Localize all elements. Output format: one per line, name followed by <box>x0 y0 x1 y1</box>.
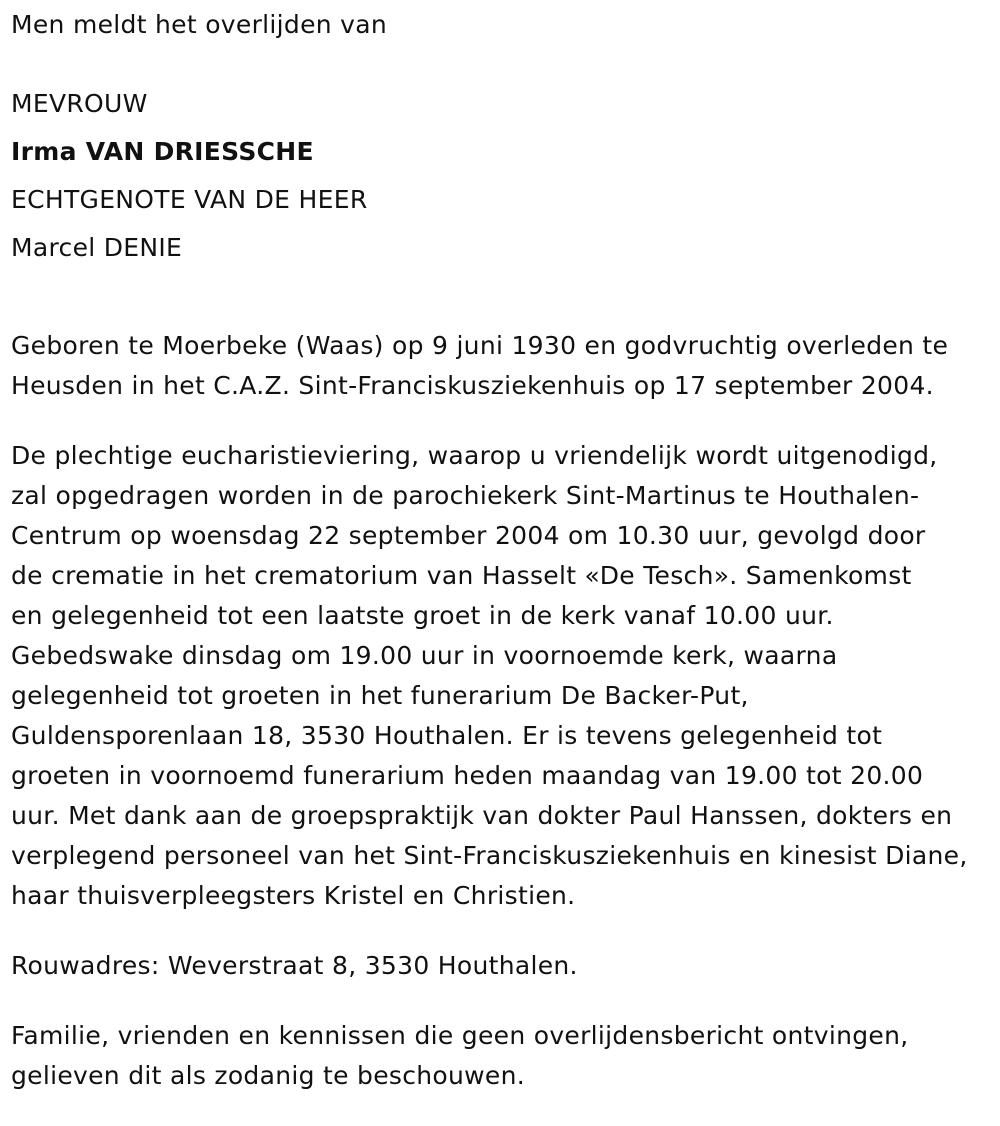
deceased-name: Irma VAN DRIESSCHE <box>11 137 314 166</box>
intro-text: Men meldt het overlijden van <box>11 10 388 39</box>
honorific: MEVROUW <box>11 89 148 118</box>
closing-paragraph <box>11 1016 996 1096</box>
paragraph-line: groeten in voornoemd funerarium heden maandag van 19.00 tot 20.00 <box>11 761 924 790</box>
paragraph-line: gelegenheid tot groeten in het funerarium De Backer-Put, <box>11 681 749 710</box>
paragraph-line: gelieven dit als zodanig te beschouwen. <box>11 1061 525 1090</box>
obituary-notice <box>11 0 996 1096</box>
relation-text: ECHTGENOTE VAN DE HEER <box>11 185 368 214</box>
paragraph-line: De plechtige eucharistieviering, waarop u vriendelijk wordt uitgenodigd, <box>11 441 938 470</box>
paragraph-line: zal opgedragen worden in de parochiekerk Sint-Martinus te Houthalen- <box>11 481 920 510</box>
deceased-heading <box>11 80 996 272</box>
birth-death-paragraph <box>11 326 996 406</box>
paragraph-line: de crematie in het crematorium van Hasselt «De Tesch». Samenkomst <box>11 561 912 590</box>
paragraph-line: en gelegenheid tot een laatste groet in de kerk vanaf 10.00 uur. <box>11 601 834 630</box>
paragraph-line: verplegend personeel van het Sint-Franciskusziekenhuis en kinesist Diane, <box>11 841 968 870</box>
paragraph-line: Heusden in het C.A.Z. Sint-Franciskusziekenhuis op 17 september 2004. <box>11 371 934 400</box>
mourning-address: Rouwadres: Weverstraat 8, 3530 Houthalen. <box>11 951 578 980</box>
paragraph-line: Gebedswake dinsdag om 19.00 uur in voornoemde kerk, waarna <box>11 641 838 670</box>
address-paragraph <box>11 946 996 986</box>
paragraph-line: Familie, vrienden en kennissen die geen overlijdensbericht ontvingen, <box>11 1021 909 1050</box>
paragraph-line: haar thuisverpleegsters Kristel en Christien. <box>11 881 576 910</box>
paragraph-line: uur. Met dank aan de groepspraktijk van dokter Paul Hanssen, dokters en <box>11 801 953 830</box>
paragraph-line: Geboren te Moerbeke (Waas) op 9 juni 1930 en godvruchtig overleden te <box>11 331 949 360</box>
paragraph-line: Centrum op woensdag 22 september 2004 om 10.30 uur, gevolgd door <box>11 521 926 550</box>
ceremony-paragraph <box>11 436 996 916</box>
paragraph-line: Guldensporenlaan 18, 3530 Houthalen. Er is tevens gelegenheid tot <box>11 721 883 750</box>
spouse-name: Marcel DENIE <box>11 233 183 262</box>
